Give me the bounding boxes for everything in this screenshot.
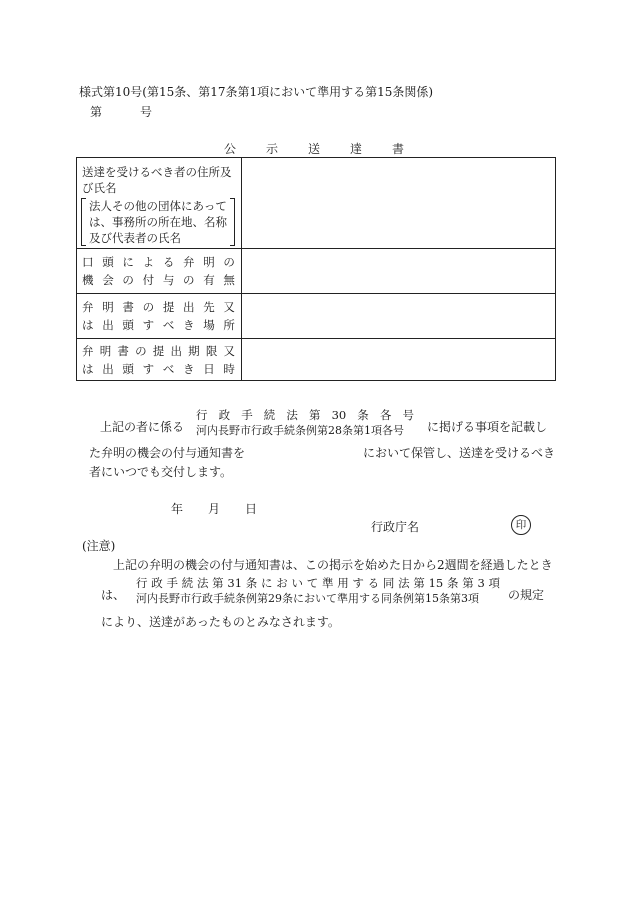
law-reference-national-token: 30 bbox=[331, 408, 347, 422]
note-law-reference-national-token: る bbox=[367, 576, 380, 590]
label-hearing-opportunity-char: る bbox=[162, 255, 175, 269]
label-hearing-opportunity-char: 機 bbox=[82, 273, 94, 287]
note-law-reference-national-token: に bbox=[261, 576, 273, 590]
label-hearing-opportunity-char: 明 bbox=[203, 255, 215, 269]
note-law-reference-national-token: 続 bbox=[181, 576, 194, 590]
body-lead: 上記の者に係る bbox=[100, 420, 185, 434]
label-submission-deadline-char: 時 bbox=[223, 361, 235, 376]
note-law-reference bbox=[136, 576, 500, 606]
form-number: 様式第10号(第15条、第17条第1項において準用する第15条関係) bbox=[79, 85, 434, 99]
label-submission-deadline-char: 日 bbox=[203, 361, 215, 376]
label-submission-place-char: す bbox=[142, 318, 155, 332]
label-submission-deadline-char: 期 bbox=[188, 343, 200, 358]
value-recipient bbox=[242, 158, 556, 249]
label-submission-place-char: き bbox=[183, 318, 195, 332]
label-submission-deadline-line-2 bbox=[82, 360, 235, 378]
label-hearing-opportunity-char: 与 bbox=[162, 273, 175, 287]
label-hearing-opportunity-char: 有 bbox=[203, 273, 215, 287]
note-law-reference-national-token: す bbox=[352, 576, 364, 590]
label-hearing-opportunity-line-2 bbox=[82, 271, 235, 289]
note-tail: の規定 bbox=[508, 588, 545, 602]
note-law-reference-national-token: 条 bbox=[245, 576, 258, 590]
law-reference-national-token: 条 bbox=[357, 408, 369, 422]
label-submission-deadline-char: の bbox=[135, 343, 147, 358]
label-hearing-opportunity-line-1 bbox=[82, 253, 235, 271]
note-lead: は、 bbox=[101, 588, 126, 602]
note-law-reference-national-token: 同 bbox=[382, 576, 395, 590]
table-row-submission-deadline bbox=[77, 339, 556, 381]
label-hearing-opportunity-char: 無 bbox=[223, 273, 235, 287]
table-row-submission-place bbox=[77, 294, 556, 339]
note-law-reference-national-token: 第 bbox=[462, 576, 474, 590]
note-law-reference-national-token: 15 bbox=[428, 576, 444, 590]
document-title: 公示送達書 bbox=[223, 142, 434, 156]
value-submission-deadline bbox=[242, 339, 556, 381]
document-number-line bbox=[90, 103, 152, 120]
label-submission-place-line-1 bbox=[82, 298, 235, 316]
label-hearing-opportunity-char: よ bbox=[142, 255, 155, 269]
label-submission-deadline-char: 出 bbox=[170, 343, 182, 358]
law-reference-national-token: 手 bbox=[241, 408, 253, 422]
label-submission-place-char: 場 bbox=[203, 318, 215, 332]
note-law-reference-national-token: 3 bbox=[477, 576, 485, 590]
label-submission-deadline-line-1 bbox=[82, 342, 235, 360]
label-submission-deadline-char: 出 bbox=[102, 361, 114, 376]
note-law-reference-national-token: 第 bbox=[212, 576, 224, 590]
label-hearing-opportunity-char: の bbox=[223, 255, 235, 269]
value-submission-place bbox=[242, 294, 556, 339]
label-submission-deadline bbox=[77, 339, 242, 381]
label-submission-place bbox=[77, 294, 242, 339]
label-submission-place-char: 頭 bbox=[122, 318, 134, 332]
label-submission-deadline-char: 明 bbox=[99, 343, 112, 358]
value-hearing-opportunity bbox=[242, 249, 556, 294]
note-law-reference-national bbox=[136, 576, 500, 591]
label-submission-deadline-char: べ bbox=[162, 361, 175, 376]
note-line1: 上記の弁明の機会の付与通知書は、この掲示を始めた日から2週間を経過したとき bbox=[113, 558, 553, 572]
label-submission-place-char: 出 bbox=[183, 300, 195, 314]
body-law-reference bbox=[196, 408, 414, 438]
note-law-reference-city: 河内長野市行政手続条例第29条において準用する同条例第15条第3項 bbox=[136, 592, 479, 605]
label-submission-place-char: 出 bbox=[102, 318, 114, 332]
label-hearing-opportunity-char: の bbox=[122, 273, 134, 287]
label-hearing-opportunity-char: 弁 bbox=[183, 255, 195, 269]
law-reference-city: 河内長野市行政手続条例第28条第1項各号 bbox=[196, 424, 404, 437]
label-hearing-opportunity bbox=[77, 249, 242, 294]
note-law-reference-national-token: 手 bbox=[166, 576, 178, 590]
law-reference-national-token: 法 bbox=[286, 408, 298, 422]
note-law-reference-national-token: 用 bbox=[337, 576, 349, 590]
law-reference-national bbox=[196, 408, 414, 423]
note-line3: により、送達があったものとみなされます。 bbox=[101, 615, 340, 629]
authority-name: 行政庁名 bbox=[371, 520, 420, 534]
label-submission-place-char: 弁 bbox=[82, 300, 94, 314]
note-law-reference-national-token: 31 bbox=[227, 576, 243, 590]
label-submission-deadline-char: す bbox=[142, 361, 155, 376]
label-submission-deadline-char: 書 bbox=[117, 343, 129, 358]
notes-heading: (注意) bbox=[82, 539, 116, 553]
date-month: 月 bbox=[208, 502, 221, 516]
law-reference-national-token: 号 bbox=[402, 408, 414, 422]
note-law-reference-national-token: 行 bbox=[136, 576, 148, 590]
label-hearing-opportunity-char: 頭 bbox=[102, 255, 114, 269]
label-recipient bbox=[77, 158, 242, 249]
law-reference-national-token: 行 bbox=[196, 408, 208, 422]
note-law-reference-national-token: 項 bbox=[488, 576, 500, 590]
note-law-reference-national-token: 法 bbox=[196, 576, 209, 590]
law-reference-national-token: 各 bbox=[379, 408, 392, 422]
table-row-hearing-opportunity bbox=[77, 249, 556, 294]
note-law-reference-national-token: お bbox=[276, 576, 288, 590]
note-law-reference-national-token: 法 bbox=[398, 576, 410, 590]
label-hearing-opportunity-char: の bbox=[183, 273, 195, 287]
label-submission-place-char: 又 bbox=[223, 300, 235, 314]
body-line2-start: た弁明の機会の付与通知書を bbox=[89, 446, 246, 460]
label-recipient-note: 法人その他の団体にあっては、事務所の所在地、名称及び代表者の氏名 bbox=[81, 198, 235, 246]
note-law-reference-national-token: 第 bbox=[413, 576, 425, 590]
label-submission-deadline-char: 頭 bbox=[122, 361, 134, 376]
label-submission-place-char: は bbox=[82, 318, 94, 332]
label-submission-place-char: べ bbox=[162, 318, 175, 332]
law-reference-national-token: 第 bbox=[308, 408, 321, 422]
label-submission-deadline-char: 提 bbox=[152, 343, 165, 358]
table-row-recipient bbox=[77, 158, 556, 249]
label-submission-place-char: 所 bbox=[223, 318, 235, 332]
label-hearing-opportunity-char: に bbox=[122, 255, 134, 269]
label-submission-deadline-char: 限 bbox=[205, 343, 218, 358]
note-law-reference-national-token: 準 bbox=[321, 576, 334, 590]
label-submission-place-char: 書 bbox=[122, 300, 134, 314]
date-year: 年 bbox=[171, 502, 184, 516]
law-reference-national-token: 政 bbox=[218, 408, 231, 422]
note-law-reference-national-token: 政 bbox=[151, 576, 163, 590]
body-line2-end: において保管し、送達を受けるべき bbox=[363, 446, 556, 460]
seal-mark: 印 bbox=[511, 515, 531, 535]
body-tail: に掲げる事項を記載し bbox=[427, 420, 548, 434]
doc-number-prefix: 第 bbox=[90, 105, 103, 119]
label-recipient-main: 送達を受けるべき者の住所及び氏名 bbox=[82, 165, 232, 195]
body-line3: 者にいつでも交付します。 bbox=[89, 465, 233, 479]
note-law-reference-national-token: 条 bbox=[446, 576, 459, 590]
note-law-reference-national-token: て bbox=[306, 576, 319, 590]
info-table bbox=[76, 157, 556, 381]
label-submission-place-char: 提 bbox=[162, 300, 175, 314]
law-reference-national-token: 続 bbox=[263, 408, 276, 422]
label-submission-place-line-2 bbox=[82, 316, 235, 334]
label-submission-deadline-char: き bbox=[183, 361, 195, 376]
date-day: 日 bbox=[245, 502, 258, 516]
label-submission-place-char: の bbox=[142, 300, 155, 314]
label-hearing-opportunity-char: 付 bbox=[142, 273, 155, 287]
label-submission-place-char: 明 bbox=[102, 300, 114, 314]
label-submission-deadline-char: 又 bbox=[223, 343, 235, 358]
doc-number-suffix: 号 bbox=[140, 105, 153, 119]
label-submission-place-char: 先 bbox=[203, 300, 215, 314]
note-law-reference-national-token: い bbox=[291, 576, 303, 590]
label-hearing-opportunity-char: 会 bbox=[102, 273, 114, 287]
label-hearing-opportunity-char: 口 bbox=[82, 255, 94, 269]
label-submission-deadline-char: は bbox=[82, 361, 94, 376]
label-submission-deadline-char: 弁 bbox=[82, 343, 94, 358]
